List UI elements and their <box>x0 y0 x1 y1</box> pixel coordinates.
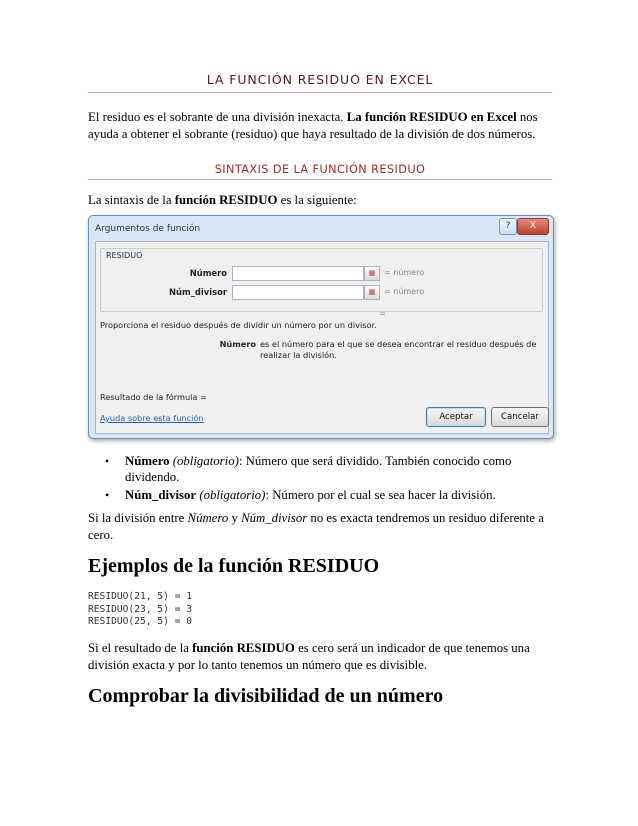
eq-symbol: = <box>384 268 391 277</box>
document-title: LA FUNCIÓN RESIDUO EN EXCEL <box>206 72 434 87</box>
function-name: RESIDUO <box>106 251 143 260</box>
ok-button[interactable]: Aceptar <box>426 407 486 427</box>
note-paragraph <box>88 510 558 544</box>
range-picker-icon[interactable]: ▦ <box>364 285 380 300</box>
list-item <box>105 487 545 503</box>
arg-result-numero <box>384 268 424 277</box>
function-result-eq: = <box>379 309 386 318</box>
conclusion-text-2: es cero será un indicador de que tenemos una división exacta y por lo tanto tenemos un número que es divisible. <box>88 641 530 672</box>
intro-bold: La función RESIDUO en Excel <box>346 110 517 124</box>
arg-required: (obligatorio) <box>172 454 239 468</box>
title-underline <box>88 92 552 93</box>
note-text-3: no es exacta tendremos un residuo diferente a cero. <box>88 511 544 542</box>
list-item <box>105 453 545 485</box>
note-italic-1: Número <box>187 511 229 525</box>
intro-paragraph <box>88 109 558 143</box>
arg-desc: : Número por el cual se sea hacer la división. <box>265 488 496 502</box>
arg-result-text: número <box>393 287 425 296</box>
examples-heading: Ejemplos de la función RESIDUO <box>88 555 380 577</box>
syntax-text-2: es la siguiente: <box>277 193 357 207</box>
eq-symbol: = <box>384 287 391 296</box>
arg-name: Núm_divisor <box>125 488 197 502</box>
arg-help-name: Número <box>219 339 256 349</box>
arg-desc: : Número que será dividido. También conocido como dividendo. <box>125 454 512 484</box>
example-line: RESIDUO(21, 5) = 1 <box>88 591 192 602</box>
syntax-bold: función RESIDUO <box>174 193 278 207</box>
examples-code <box>88 591 192 629</box>
conclusion-bold: función RESIDUO <box>192 641 295 655</box>
example-line: RESIDUO(23, 5) = 3 <box>88 603 192 615</box>
arg-label-num-divisor: Núm_divisor <box>169 287 227 297</box>
function-description: Proporciona el residuo después de dividir un número por un divisor. <box>100 320 377 330</box>
arg-result-text: número <box>393 268 425 277</box>
note-text-1: Si la división entre <box>88 511 188 525</box>
help-link[interactable]: Ayuda sobre esta función <box>100 413 204 423</box>
formula-result-label: Resultado de la fórmula = <box>100 392 207 402</box>
function-arguments-dialog <box>88 215 554 439</box>
cancel-button[interactable]: Cancelar <box>491 407 549 427</box>
arg-name: Número <box>125 454 170 468</box>
close-button[interactable]: X <box>517 218 549 235</box>
syntax-paragraph <box>88 192 558 209</box>
numero-input[interactable] <box>232 266 364 281</box>
section-subtitle: SINTAXIS DE LA FUNCIÓN RESIDUO <box>214 163 426 176</box>
conclusion-text-1: Si el resultado de la <box>88 641 193 655</box>
dialog-title: Argumentos de función <box>95 224 201 234</box>
note-text-2: y <box>228 511 242 525</box>
subtitle-underline <box>88 179 552 180</box>
arg-required: (obligatorio) <box>199 488 266 502</box>
conclusion-paragraph <box>88 640 558 674</box>
note-italic-2: Núm_divisor <box>241 511 308 525</box>
argument-list <box>105 453 545 505</box>
arg-label-numero: Número <box>189 268 227 278</box>
function-groupbox <box>100 248 543 312</box>
dialog-body <box>95 241 549 434</box>
help-button[interactable]: ? <box>499 218 517 235</box>
intro-text-2: nos ayuda a obtener el sobrante (residuo) que haya resultado de la división de dos números. <box>88 110 538 141</box>
syntax-text-1: La sintaxis de la <box>88 193 175 207</box>
arg-help-text: es el número para el que se desea encontrar el residuo después de realizar la división. <box>260 339 537 360</box>
example-line: RESIDUO(25, 5) = 0 <box>88 616 192 627</box>
range-picker-icon[interactable]: ▦ <box>364 266 380 281</box>
num-divisor-input[interactable] <box>232 285 364 300</box>
intro-text-1: El residuo es el sobrante de una división inexacta. <box>88 110 347 124</box>
divisibility-heading: Comprobar la divisibilidad de un número <box>88 685 444 707</box>
arg-result-num-divisor <box>384 287 424 296</box>
